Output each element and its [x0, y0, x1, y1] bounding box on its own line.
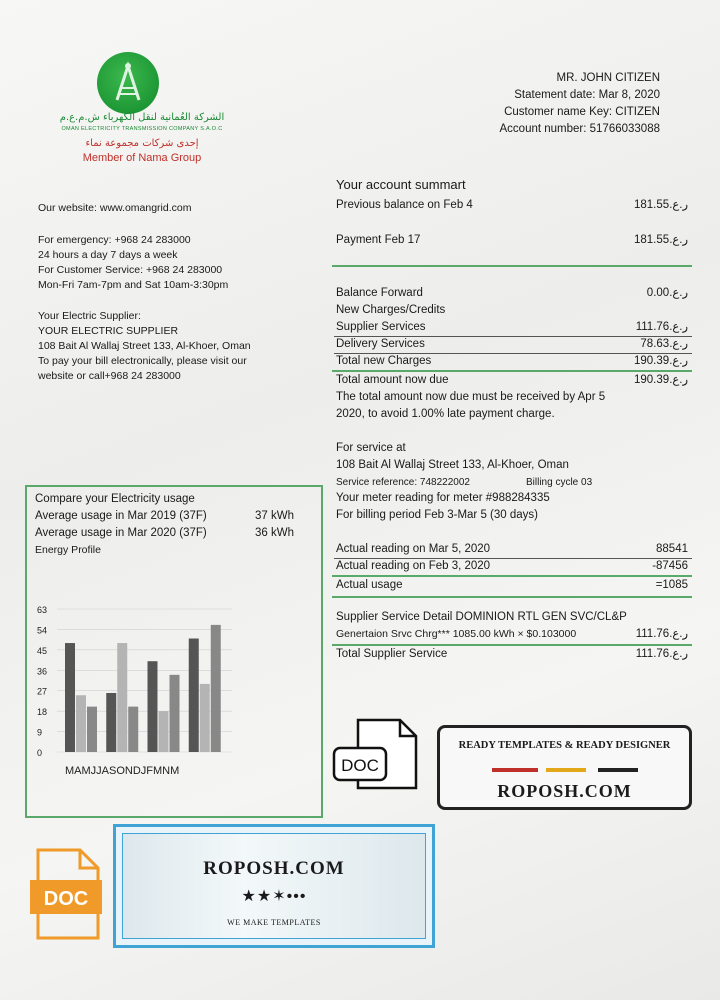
supplier-name: YOUR ELECTRIC SUPPLIER [38, 325, 179, 337]
amount-value: 0.00 [646, 287, 670, 299]
y-tick-label: 63 [37, 605, 48, 615]
summary-heading: Your account summart [336, 177, 466, 192]
amount-value: 190.39 [634, 374, 670, 386]
amount-value: 181.55 [634, 199, 670, 211]
website-line: Our website: www.omangrid.com [38, 202, 192, 214]
currency-symbol: ر.ع. [669, 648, 688, 660]
total-due-amount [634, 372, 688, 389]
due-note-2: 2020, to avoid 1.00% late payment charge. [336, 408, 555, 420]
payment-label: Payment Feb 17 [336, 234, 421, 246]
billing-cycle: Billing cycle 03 [526, 477, 593, 488]
currency-symbol: ر.ع. [669, 287, 688, 299]
usage-comparison-box [25, 485, 323, 818]
currency-symbol: ر.ع. [669, 321, 688, 333]
customer-service-line: For Customer Service: +968 24 283000 [38, 264, 223, 276]
balance-forward-amount [647, 285, 688, 302]
supplier-heading: Your Electric Supplier: [38, 310, 141, 322]
delivery-services-label: Delivery Services [336, 338, 425, 350]
account-number: Account number: 51766033088 [499, 123, 660, 135]
chart-bar [189, 639, 199, 752]
total-supplier-label: Total Supplier Service [336, 648, 448, 660]
chart-bar [200, 684, 210, 752]
actual-feb-value: -87456 [652, 560, 688, 572]
actual-feb-label: Actual reading on Feb 3, 2020 [336, 560, 491, 572]
amount-value: 190.39 [634, 355, 670, 367]
doc-orange-icon [28, 846, 104, 942]
service-hours-line: Mon-Fri 7am-7pm and Sat 10am-3:30pm [38, 279, 229, 291]
detail-amount [636, 626, 688, 643]
currency-symbol: ر.ع. [669, 374, 688, 386]
payment-amount [634, 232, 688, 249]
previous-balance-label: Previous balance on Feb 4 [336, 199, 473, 211]
currency-symbol: ر.ع. [669, 234, 688, 246]
company-logo-icon [97, 52, 159, 114]
pay-line-2: website or call+968 24 283000 [38, 370, 181, 382]
banner-tagline: READY TEMPLATES & READY DESIGNER [458, 740, 671, 751]
total-new-amount [634, 353, 688, 370]
hours-line: 24 hours a day 7 days a week [38, 249, 178, 261]
logo-member-text: Member of Nama Group [82, 152, 202, 164]
currency-symbol: ر.ع. [669, 628, 688, 640]
logo-arabic-name: الشركة العُمانية لنقل الكهرباء ش.م.ع.م [59, 112, 225, 123]
avg-2019-value: 37 kWh [255, 510, 294, 522]
currency-symbol: ر.ع. [669, 199, 688, 211]
actual-mar-label: Actual reading on Mar 5, 2020 [336, 543, 491, 555]
y-tick-label: 45 [37, 645, 48, 656]
banner-site: ROPOSH.COM [497, 781, 632, 801]
actual-usage-value: =1085 [655, 579, 688, 591]
balance-forward-label: Balance Forward [336, 287, 423, 299]
avg-2020-value: 36 kWh [255, 527, 294, 539]
avg-2020-label: Average usage in Mar 2020 (37F) [35, 527, 207, 539]
y-tick-label: 9 [37, 727, 43, 738]
actual-usage-label: Actual usage [336, 579, 403, 591]
avg-2019-label: Average usage in Mar 2019 (37F) [35, 510, 207, 522]
due-note-1: The total amount now due must be received by Apr 5 [336, 391, 606, 403]
supplier-services-label: Supplier Services [336, 321, 426, 333]
customer-name-key: Customer name Key: CITIZEN [504, 106, 660, 118]
stars-icon: ★★✶••• [241, 888, 307, 905]
chart-bar [117, 643, 127, 752]
usage-heading: Compare your Electricity usage [35, 493, 195, 505]
amount-value: 78.63 [640, 338, 670, 350]
service-address: 108 Bait Al Wallaj Street 133, Al-Khoer, Oman [336, 459, 569, 471]
divider-black [598, 768, 638, 772]
meter-reading: Your meter reading for meter #988284335 [336, 492, 550, 504]
total-supplier-amount [636, 646, 688, 663]
logo-arabic-member: إحدى شركات مجموعة نماء [85, 138, 199, 149]
chart-bar [170, 675, 180, 752]
detail-line-2: Genertaion Srvc Chrg*** 1085.00 kWh × $0.103000 [336, 628, 577, 640]
doc-file-icon [332, 718, 418, 790]
divider [332, 596, 692, 598]
billing-period: For billing period Feb 3-Mar 5 (30 days) [336, 509, 538, 521]
chart-bar [211, 625, 221, 752]
supplier-address: 108 Bait Al Wallaj Street 133, Al-Khoer, Oman [38, 340, 251, 352]
roposh-banner[interactable] [113, 824, 435, 948]
divider-red [492, 768, 538, 772]
previous-balance-amount [634, 197, 688, 214]
chart-bar [148, 661, 158, 752]
chart-bar [65, 643, 75, 752]
chart-bar [159, 711, 169, 752]
statement-date: Statement date: Mar 8, 2020 [514, 89, 660, 101]
y-tick-label: 27 [37, 686, 48, 697]
energy-profile-chart [27, 597, 321, 797]
doc-orange-label: DOC [43, 888, 89, 910]
amount-value: 181.55 [634, 234, 670, 246]
divider [332, 265, 692, 267]
supplier-services-amount [636, 319, 688, 336]
detail-line-1: Supplier Service Detail DOMINION RTL GEN SVC/CL&P [336, 611, 627, 623]
energy-profile-label: Energy Profile [35, 544, 101, 556]
y-tick-label: 18 [37, 707, 48, 718]
amount-value: 111.76 [635, 321, 670, 333]
y-tick-label: 54 [37, 625, 48, 636]
pay-line-1: To pay your bill electronically, please visit our [38, 355, 247, 367]
new-charges-label: New Charges/Credits [336, 304, 446, 316]
actual-mar-value: 88541 [656, 543, 688, 555]
y-tick-label: 36 [37, 666, 48, 677]
total-due-label: Total amount now due [336, 374, 449, 386]
chart-bar [76, 695, 86, 752]
delivery-services-amount [640, 336, 688, 353]
banner2-site: ROPOSH.COM [203, 858, 345, 879]
total-new-label: Total new Charges [336, 355, 432, 367]
y-tick-label: 0 [37, 748, 43, 758]
service-heading: For service at [336, 442, 406, 454]
service-reference: Service reference: 748222002 [336, 477, 470, 488]
amount-value: 111.76 [635, 648, 670, 660]
banner2-tagline: WE MAKE TEMPLATES [227, 918, 321, 927]
customer-name: MR. JOHN CITIZEN [556, 72, 660, 84]
emergency-line: For emergency: +968 24 283000 [38, 234, 191, 246]
logo-english-name: OMAN ELECTRICITY TRANSMISSION COMPANY S.A.O.C [61, 126, 223, 132]
x-axis-month-labels: MAMJJASONDJFMNM [65, 765, 180, 777]
doc-label-text: DOC [341, 756, 379, 775]
ready-templates-banner[interactable] [437, 725, 692, 810]
chart-bar [128, 707, 138, 752]
chart-bar [106, 693, 116, 752]
currency-symbol: ر.ع. [669, 338, 688, 350]
chart-bar [87, 707, 97, 752]
divider-yellow [546, 768, 586, 772]
currency-symbol: ر.ع. [669, 355, 688, 367]
amount-value: 111.76 [635, 628, 670, 640]
